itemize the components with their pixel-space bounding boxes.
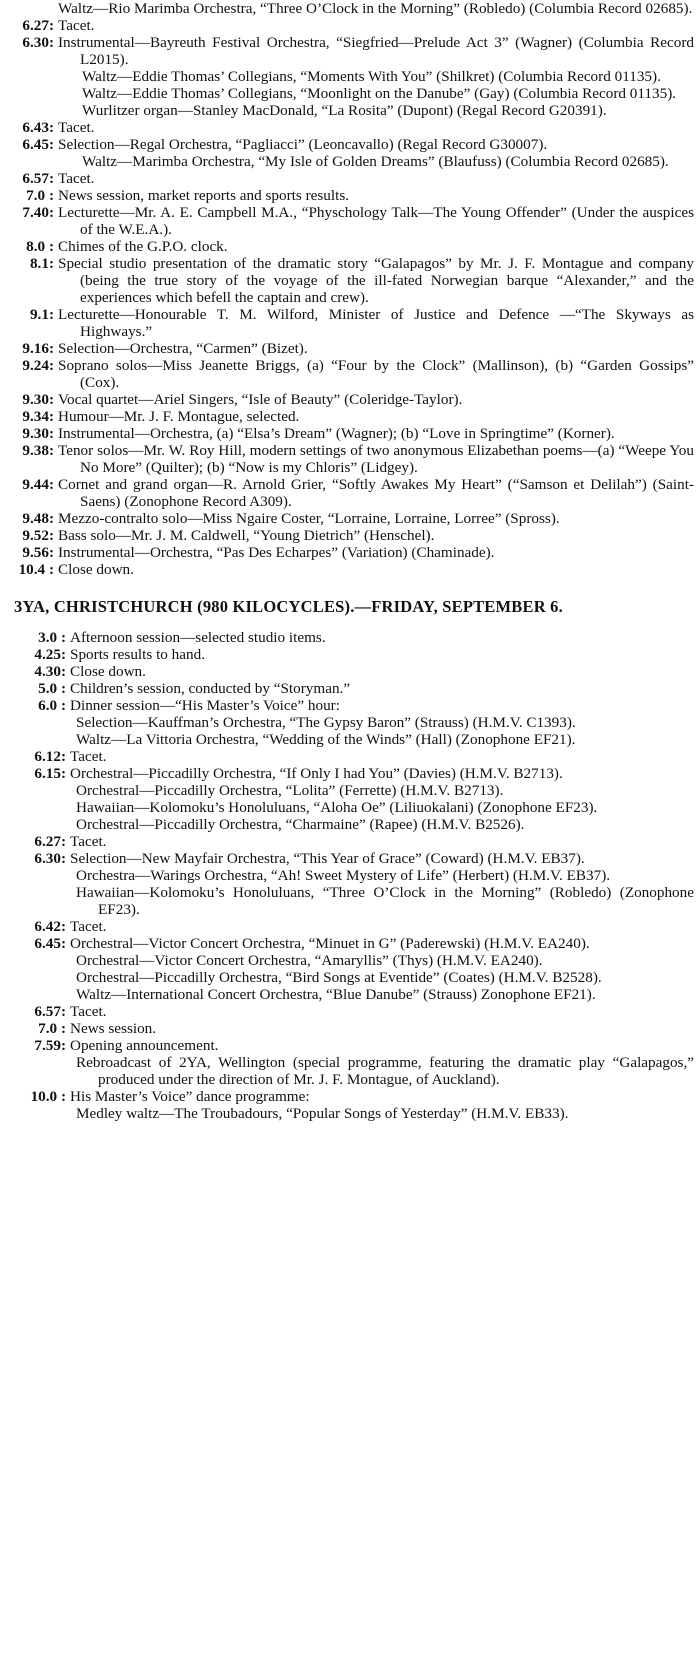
programme-entry [0, 510, 700, 527]
programme-entry [0, 561, 700, 578]
programme-entry [0, 544, 700, 561]
programme-entry [0, 204, 700, 238]
entry-time: 9.34: [22, 408, 54, 425]
entry-text: Tacet. [58, 170, 95, 187]
programme-entry [0, 833, 700, 850]
programme-entry [0, 238, 700, 255]
entry-time: 9.48: [22, 510, 54, 527]
entry-subitem: Selection—Kauffman’s Orchestra, “The Gypsy Baron” (Strauss) (H.M.V. C1393). [76, 714, 576, 731]
entry-text: News session, market reports and sports results. [58, 187, 350, 204]
entry-time: 10.4 : [18, 561, 54, 578]
entry-subitem: Orchestral—Piccadilly Orchestra, “Charmaine” (Rapee) (H.M.V. B2526). [76, 816, 525, 833]
entry-time: 6.30: [22, 34, 54, 51]
entry-time: 9.56: [22, 544, 54, 561]
entry-text: Mezzo-contralto solo—Miss Ngaire Coster, “Lorraine, Lorraine, Lorree” (Spross). [58, 510, 560, 527]
entry-text: Instrumental—Orchestra, “Pas Des Echarpes” (Variation) (Chaminade). [58, 544, 495, 561]
programme-entry [0, 408, 700, 425]
programme-entry [0, 935, 700, 1003]
entry-text: Dinner session—“His Master’s Voice” hour: [70, 697, 340, 714]
programme-entry [0, 697, 700, 748]
entry-subitem: Rebroadcast of 2YA, Wellington (special programme, featuring the dramatic play “Galapagos,” produced under the direction of Mr. J. F. Montague, of Auckland). [76, 1054, 694, 1088]
entry-text: Vocal quartet—Ariel Singers, “Isle of Beauty” (Coleridge-Taylor). [58, 391, 463, 408]
entry-time: 6.12: [34, 748, 66, 765]
entry-text: Cornet and grand organ—R. Arnold Grier, “Softly Awakes My Heart” (“Samson et Delilah”) (Saint-Saens) (Zonophone Record A309). [58, 476, 694, 510]
entry-text: Close down. [58, 561, 134, 578]
entry-time: 6.57: [34, 1003, 66, 1020]
entry-text: Children’s session, conducted by “Storyman.” [70, 680, 351, 697]
programme-section [0, 598, 700, 1122]
programme-entry [0, 136, 700, 170]
entry-time: 7.0 : [26, 187, 54, 204]
entry-text: Instrumental—Bayreuth Festival Orchestra, “Siegfried—Prelude Act 3” (Wagner) (Columbia Record L2015). [58, 34, 694, 68]
entry-subitem: Wurlitzer organ—Stanley MacDonald, “La Rosita” (Dupont) (Regal Record G20391). [82, 102, 607, 119]
programme-entry [0, 391, 700, 408]
entry-text: Selection—Regal Orchestra, “Pagliacci” (Leoncavallo) (Regal Record G30007). [58, 136, 548, 153]
programme-entry [0, 1088, 700, 1122]
entry-time: 6.0 : [38, 697, 66, 714]
entry-text: Lecturette—Honourable T. M. Wilford, Minister of Justice and Defence —“The Skyways as Highways.” [58, 306, 694, 340]
entry-time: 9.16: [22, 340, 54, 357]
programme-entry [0, 425, 700, 442]
entry-time: 8.0 : [26, 238, 54, 255]
programme-entry [0, 442, 700, 476]
programme-entry [0, 527, 700, 544]
programme-entry [0, 850, 700, 918]
entry-time: 6.30: [34, 850, 66, 867]
entry-text: Tacet. [58, 17, 95, 34]
entry-text: Instrumental—Orchestra, (a) “Elsa’s Dream” (Wagner); (b) “Love in Springtime” (Korner). [58, 425, 615, 442]
entry-text: Tacet. [70, 918, 107, 935]
entry-text: Tenor solos—Mr. W. Roy Hill, modern settings of two anonymous Elizabethan poems—(a) “Weepe You No More” (Quilter); (b) “Now is my Chloris” (Lidgey). [58, 442, 694, 476]
programme-entry [0, 187, 700, 204]
entry-subitem: Medley waltz—The Troubadours, “Popular Songs of Yesterday” (H.M.V. EB33). [76, 1105, 569, 1122]
entry-time: 9.44: [22, 476, 54, 493]
entry-subitem: Waltz—La Vittoria Orchestra, “Wedding of the Winds” (Hall) (Zonophone EF21). [76, 731, 576, 748]
entry-text: Tacet. [70, 833, 107, 850]
entry-subitem: Hawaiian—Kolomoku’s Honoluluans, “Three O’Clock in the Morning” (Robledo) (Zonophone EF23). [76, 884, 694, 918]
entry-text: Orchestral—Victor Concert Orchestra, “Minuet in G” (Paderewski) (H.M.V. EA240). [70, 935, 590, 952]
entry-time: 6.45: [34, 935, 66, 952]
entry-text: Selection—New Mayfair Orchestra, “This Year of Grace” (Coward) (H.M.V. EB37). [70, 850, 585, 867]
entry-subitem: Waltz—Marimba Orchestra, “My Isle of Golden Dreams” (Blaufuss) (Columbia Record 02685). [82, 153, 669, 170]
programme-entry [0, 170, 700, 187]
entry-subitem: Orchestral—Victor Concert Orchestra, “Amaryllis” (Thys) (H.M.V. EA240). [76, 952, 543, 969]
programme-entry [0, 1020, 700, 1037]
entry-time: 9.24: [22, 357, 54, 374]
entry-subitem: Waltz—International Concert Orchestra, “Blue Danube” (Strauss) Zonophone EF21). [76, 986, 596, 1003]
entry-time: 7.59: [34, 1037, 66, 1054]
station-heading: 3YA, CHRISTCHURCH (980 KILOCYCLES).—FRIDAY, SEPTEMBER 6. [14, 597, 563, 616]
entry-time: 5.0 : [38, 680, 66, 697]
entry-text: Waltz—Rio Marimba Orchestra, “Three O’Clock in the Morning” (Robledo) (Columbia Record 02685). [58, 0, 693, 17]
entry-time: 10.0 : [30, 1088, 66, 1105]
programme-entry [0, 340, 700, 357]
entry-time: 6.15: [34, 765, 66, 782]
entry-text: His Master’s Voice” dance programme: [70, 1088, 310, 1105]
entry-time: 6.42: [34, 918, 66, 935]
entry-time: 9.30: [22, 391, 54, 408]
programme-entry [0, 357, 700, 391]
entry-text: Tacet. [58, 119, 95, 136]
programme-entry [0, 748, 700, 765]
entry-subitem: Waltz—Eddie Thomas’ Collegians, “Moonlight on the Danube” (Gay) (Columbia Record 01135). [82, 85, 677, 102]
entry-text: Lecturette—Mr. A. E. Campbell M.A., “Physchology Talk—The Young Offender” (Under the auspices of the W.E.A.). [58, 204, 694, 238]
entry-time: 6.43: [22, 119, 54, 136]
entry-text: Special studio presentation of the dramatic story “Galapagos” by Mr. J. F. Montague and company (being the true story of the voyage of the ill-fated Norwegian barque “Alexander,” and the experiences which befell the captain and crew). [58, 255, 694, 306]
entry-text: Tacet. [70, 748, 107, 765]
programme-entry [0, 663, 700, 680]
programme-entry [0, 0, 700, 17]
entry-time: 6.45: [22, 136, 54, 153]
programme-entry [0, 1037, 700, 1088]
programme-entry [0, 629, 700, 646]
programme-entry [0, 646, 700, 663]
entry-time: 4.25: [34, 646, 66, 663]
entry-text: Close down. [70, 663, 146, 680]
entry-text: Bass solo—Mr. J. M. Caldwell, “Young Dietrich” (Henschel). [58, 527, 435, 544]
entry-text: Afternoon session—selected studio items. [70, 629, 326, 646]
programme-entry [0, 476, 700, 510]
entry-time: 9.1: [29, 306, 54, 323]
entry-subitem: Orchestra—Warings Orchestra, “Ah! Sweet Mystery of Life” (Herbert) (H.M.V. EB37). [76, 867, 611, 884]
entry-text: Opening announcement. [70, 1037, 219, 1054]
programme-entry [0, 17, 700, 34]
entry-time: 8.1: [29, 255, 54, 272]
programme-entry [0, 255, 700, 306]
entry-text: Soprano solos—Miss Jeanette Briggs, (a) “Four by the Clock” (Mallinson), (b) “Garden Gossips” (Cox). [58, 357, 694, 391]
programme-entry [0, 306, 700, 340]
entry-text: News session. [70, 1020, 157, 1037]
entry-text: Tacet. [70, 1003, 107, 1020]
entry-text: Chimes of the G.P.O. clock. [58, 238, 228, 255]
entry-text: Orchestral—Piccadilly Orchestra, “If Only I had You” (Davies) (H.M.V. B2713). [70, 765, 563, 782]
entry-subitem: Waltz—Eddie Thomas’ Collegians, “Moments With You” (Shilkret) (Columbia Record 01135). [82, 68, 661, 85]
entry-time: 9.30: [22, 425, 54, 442]
entry-subitem: Hawaiian—Kolomoku’s Honoluluans, “Aloha Oe” (Liliuokalani) (Zonophone EF23). [76, 799, 598, 816]
programme-entry [0, 1003, 700, 1020]
entry-time: 4.30: [34, 663, 66, 680]
entry-subitem: Orchestral—Piccadilly Orchestra, “Bird Songs at Eventide” (Coates) (H.M.V. B2528). [76, 969, 602, 986]
programme-entry [0, 34, 700, 119]
entry-subitem: Orchestral—Piccadilly Orchestra, “Lolita” (Ferrette) (H.M.V. B2713). [76, 782, 504, 799]
programme-entry [0, 680, 700, 697]
entry-time: 6.27: [22, 17, 54, 34]
entry-text: Humour—Mr. J. F. Montague, selected. [58, 408, 300, 425]
entry-time: 3.0 : [38, 629, 66, 646]
entry-time: 6.27: [34, 833, 66, 850]
entry-text: Sports results to hand. [70, 646, 205, 663]
programme-section [0, 0, 700, 578]
entry-text: Selection—Orchestra, “Carmen” (Bizet). [58, 340, 308, 357]
entry-time: 7.40: [22, 204, 54, 221]
programme-entry [0, 765, 700, 833]
programme-entry [0, 918, 700, 935]
entry-time: 6.57: [22, 170, 54, 187]
programme-entry [0, 119, 700, 136]
entry-time: 7.0 : [38, 1020, 66, 1037]
entry-time: 9.52: [22, 527, 54, 544]
entry-time: 9.38: [22, 442, 54, 459]
